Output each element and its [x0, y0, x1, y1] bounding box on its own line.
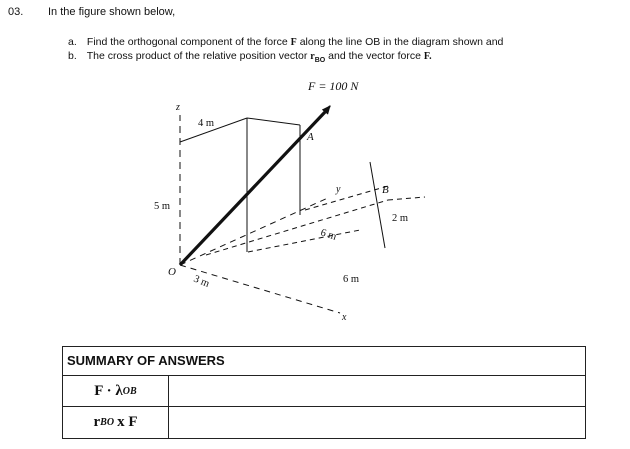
question-number: 03. — [8, 6, 24, 18]
dimension-4m: 4 m — [198, 118, 215, 129]
question-title: In the figure shown below, — [48, 6, 176, 18]
origin-label: O — [168, 266, 176, 278]
item-a-text-before: Find the orthogonal component of the force — [86, 36, 288, 48]
answer-field-cross-product[interactable] — [169, 407, 585, 438]
y-axis-label: y — [336, 184, 341, 195]
answer-field-dot-product[interactable] — [169, 376, 585, 406]
y-axis-line — [180, 197, 330, 265]
answer-row-cross-product — [63, 407, 585, 438]
dimension-2m: 2 m — [392, 213, 409, 224]
force-label: F = 100 N — [308, 79, 359, 93]
force-vector-arrow — [325, 106, 330, 112]
answer-label-dot-product — [63, 376, 169, 406]
box-dashed-edge — [305, 186, 388, 210]
x-axis-label: x — [342, 312, 347, 323]
item-b-text-before: The cross product of the relative position vector — [86, 50, 308, 62]
dimension-5m: 5 m — [154, 201, 171, 212]
dot-product-label-main: F · λ — [94, 382, 123, 399]
x-axis-line — [180, 265, 340, 313]
item-a-force-symbol: F — [290, 37, 297, 48]
dimension-6m-x: 6 m — [343, 274, 360, 285]
cross-product-label-tail: x F — [117, 414, 138, 430]
answers-table — [62, 346, 586, 439]
dimension-6m-y: 6 m — [319, 227, 338, 243]
force-vector-line — [180, 112, 325, 265]
point-b-label: B — [382, 184, 389, 196]
item-b-vector-sub: BO — [314, 57, 326, 65]
item-b-force-symbol: F. — [423, 51, 432, 62]
item-b-vector-main: r — [310, 51, 315, 62]
dot-product-label-sub: OB — [122, 385, 137, 397]
box-dashed-edge-right — [388, 197, 425, 200]
answer-row-dot-product — [63, 376, 585, 407]
item-b-text-mid: and the vector force — [328, 50, 421, 62]
dimension-3m: 3 m — [191, 273, 211, 290]
item-a-letter: a. — [68, 36, 77, 48]
box-edge-top-right — [247, 118, 300, 125]
answers-heading: SUMMARY OF ANSWERS — [63, 347, 585, 376]
z-axis-label: z — [176, 102, 180, 113]
cross-product-label-sub: BO — [100, 417, 115, 428]
point-a-label: A — [307, 131, 314, 143]
box-dashed-edge-lower — [248, 230, 360, 252]
item-b-letter: b. — [68, 50, 77, 62]
item-a-text-after: along the line OB in the diagram shown and — [299, 36, 504, 48]
answer-label-cross-product — [63, 407, 169, 438]
cross-product-label-main: r — [93, 414, 101, 430]
